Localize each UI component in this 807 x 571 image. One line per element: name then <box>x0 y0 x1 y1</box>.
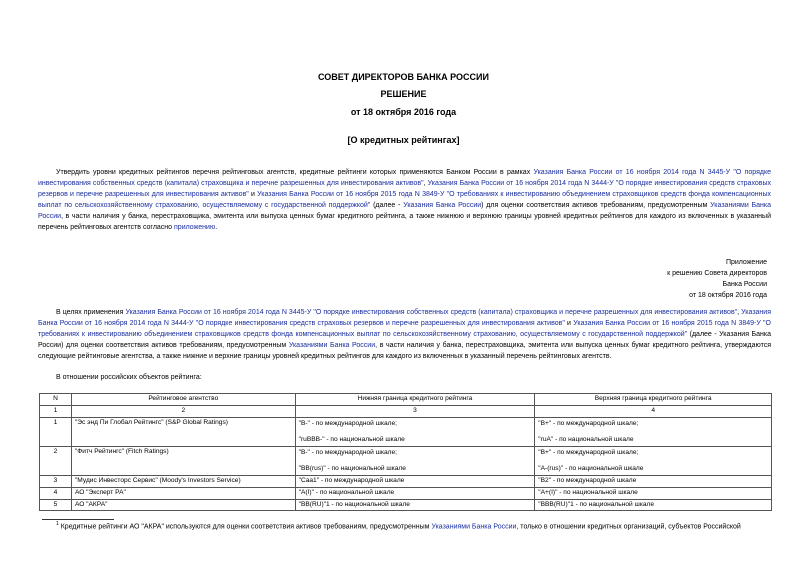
link-ukazanie-3444u-2[interactable]: Указания Банка России от 16 ноября 2014 года N 3444-У "О порядке инвестирования средств страховых резервов и перечне разрешенных для инвестирования активов" <box>38 309 771 327</box>
table-row <box>40 475 772 487</box>
lower-bound: "B-" - по международной шкале; "BB(rus)" - по национальной шкале <box>295 446 535 475</box>
link-ukazaniya[interactable]: Указания Банка России <box>403 202 482 209</box>
header-agency: Рейтинговое агентство <box>71 394 295 406</box>
appendix-line: Приложение <box>725 259 767 266</box>
lower-bound: "BB(RU)"1 - по национальной шкале <box>295 499 535 511</box>
link-ukazaniyami[interactable]: Указаниями Банка России <box>38 202 771 220</box>
row-number: 2 <box>40 446 72 475</box>
link-ukazaniyami-footnote[interactable]: Указаниями Банка России <box>431 523 517 531</box>
ratings-table <box>39 393 772 511</box>
upper-bound: "A+(I)" - по национальной шкале <box>535 487 772 499</box>
table-intro: В отношении российских объектов рейтинга: <box>56 374 202 381</box>
header-lower-bound: Нижняя граница кредитного рейтинга <box>295 394 535 406</box>
table-row <box>40 487 772 499</box>
row-number: 4 <box>40 487 72 499</box>
resolution-paragraph: Утвердить уровни кредитных рейтингов перечня рейтинговых агентств, кредитные рейтинги которых применяются Банком России в рамках Указания Банка России от 16 ноября 2014 года N 3445-У "О порядке инвестирования собственных средств (капитала) страховщика и перечне разрешенных для инвестирования активов", Указания Банка России от 16 ноября 2014 года N 3444-У "О порядке инвестирования средств страховых резервов и перечне разрешенных для инвестирования активов" и Указания Банка России от 16 ноября 2015 года N 3849-У "О требованиях к инвестированию объединением страховщиков средств фонда компенсационных выплат по сельскохозяйственному страхованию, осуществляемому с государственной поддержкой" (далее - Указания Банка России) для оценки соответствия активов требованиям, предусмотренным Указаниями Банка России, в части наличия у банка, перестраховщика, эмитента или выпуска ценных бумаг кредитного рейтинга, а также нижнюю и верхнюю границы уровней кредитных рейтингов для каждого из включенных в указанный перечень рейтинговых агентств согласно приложению. <box>38 169 772 231</box>
upper-bound: "BBB(RU)"1 - по национальной шкале <box>535 499 772 511</box>
agency-name: АО "Эксперт РА" <box>71 487 295 499</box>
document-date: от 18 октября 2016 года <box>350 107 457 117</box>
lower-bound: "B-" - по международной шкале; "ruBBB-" - по национальной шкале <box>295 417 535 446</box>
upper-bound: "B2" - по международной шкале <box>535 475 772 487</box>
column-number: 3 <box>295 405 535 417</box>
document-type: РЕШЕНИЕ <box>380 89 427 99</box>
issuer-title: СОВЕТ ДИРЕКТОРОВ БАНКА РОССИИ <box>318 72 489 82</box>
footnote-mark: 1 <box>56 521 59 527</box>
appendix-paragraph: В целях применения Указания Банка России от 16 ноября 2014 года N 3445-У "О порядке инвестирования собственных средств (капитала) страховщика и перечне разрешенных для инвестирования активов", Указания Банка России от 16 ноября 2014 года N 3444-У "О порядке инвестирования средств страховых резервов и перечне разрешенных для инвестирования активов" и Указания Банка России от 16 ноября 2015 года N 3849-У "О требованиях к инвестированию объединением страховщиков средств фонда компенсационных выплат по сельскохозяйственному страхованию, осуществляемому с государственной поддержкой" (далее - Указания Банка России) для оценки соответствия активов требованиям, предусмотренным Указаниями Банка России, в части наличия у банка, перестраховщика, эмитента или выпуска ценных бумаг кредитного рейтинга, утверждаются следующие рейтинговые агентства, а также нижние и верхние границы уровней кредитных рейтингов для каждого из включенных в указанный перечень рейтинговых агентств. <box>38 309 771 360</box>
link-ukazanie-3849u[interactable]: Указания Банка России от 16 ноября 2015 года N 3849-У "О требованиях к инвестированию объединением страховщиков средств фонда компенсационных выплат по сельскохозяйственному страхованию, осуществляемому с государственной поддержкой" <box>38 191 771 209</box>
agency-name: "Эс энд Пи Глобал Рейтингс" (S&P Global Ratings) <box>71 417 295 446</box>
lower-bound: "A(I)" - по национальной шкале <box>295 487 535 499</box>
header-upper-bound: Верхняя граница кредитного рейтинга <box>535 394 772 406</box>
table-row <box>40 499 772 511</box>
link-ukazanie-3445u[interactable]: Указания Банка России от 16 ноября 2014 года N 3445-У "О порядке инвестирования собственных средств (капитала) страховщика и перечне разрешенных для инвестирования активов" <box>38 169 771 187</box>
link-ukazanie-3849u-2[interactable]: Указания Банка России от 16 ноября 2015 года N 3849-У "О требованиях к инвестированию объединением страховщиков средств фонда компенсационных выплат по сельскохозяйственному страхованию, осуществляемому с государственной поддержкой" <box>38 320 771 338</box>
link-ukazanie-3444u[interactable]: Указания Банка России от 16 ноября 2014 года N 3444-У "О порядке инвестирования средств страховых резервов и перечне разрешенных для инвестирования активов" <box>38 180 772 198</box>
header-number: N <box>40 394 72 406</box>
appendix-line: от 18 октября 2016 года <box>689 292 767 299</box>
upper-bound: "B+" - по международной шкале; "A-(rus)" - по национальной шкале <box>535 446 772 475</box>
agency-name: "Фитч Рейтингс" (Fitch Ratings) <box>71 446 295 475</box>
link-ukazanie-3445u-2[interactable]: Указания Банка России от 16 ноября 2014 года N 3445-У "О порядке инвестирования собственных средств (капитала) страховщика и перечне разрешенных для инвестирования активов" <box>125 309 738 316</box>
link-ukazaniyami-2[interactable]: Указаниями Банка России <box>288 342 376 349</box>
lower-bound: "Caa1" - по международной шкале <box>295 475 535 487</box>
appendix-line: Банка России <box>722 281 767 288</box>
row-number: 1 <box>40 417 72 446</box>
row-number: 3 <box>40 475 72 487</box>
footnote: $^1$ Кредитные рейтинги АО "АКРА" используются для оценки соответствия активов требованиям, предусмотренным Указаниями Банка России, только в отношении кредитных организаций, субъектов Российской <box>56 521 741 531</box>
table-row <box>40 446 772 475</box>
agency-name: "Мудис Инвесторс Сервис" (Moody's Investors Service) <box>71 475 295 487</box>
document-subject: [О кредитных рейтингах] <box>347 135 460 145</box>
column-number: 2 <box>71 405 295 417</box>
column-number: 4 <box>535 405 772 417</box>
agency-name: АО "АКРА" <box>71 499 295 511</box>
table-row <box>40 417 772 446</box>
link-appendix[interactable]: приложению <box>174 224 216 231</box>
footnote-divider <box>42 519 114 520</box>
column-number-row <box>40 405 772 417</box>
table-header-row <box>40 394 772 406</box>
row-number: 5 <box>40 499 72 511</box>
appendix-line: к решению Совета директоров <box>667 270 767 277</box>
column-number: 1 <box>40 405 72 417</box>
appendix-header <box>667 257 767 301</box>
upper-bound: "B+" - по международной шкале; "ruA" - по национальной шкале <box>535 417 772 446</box>
